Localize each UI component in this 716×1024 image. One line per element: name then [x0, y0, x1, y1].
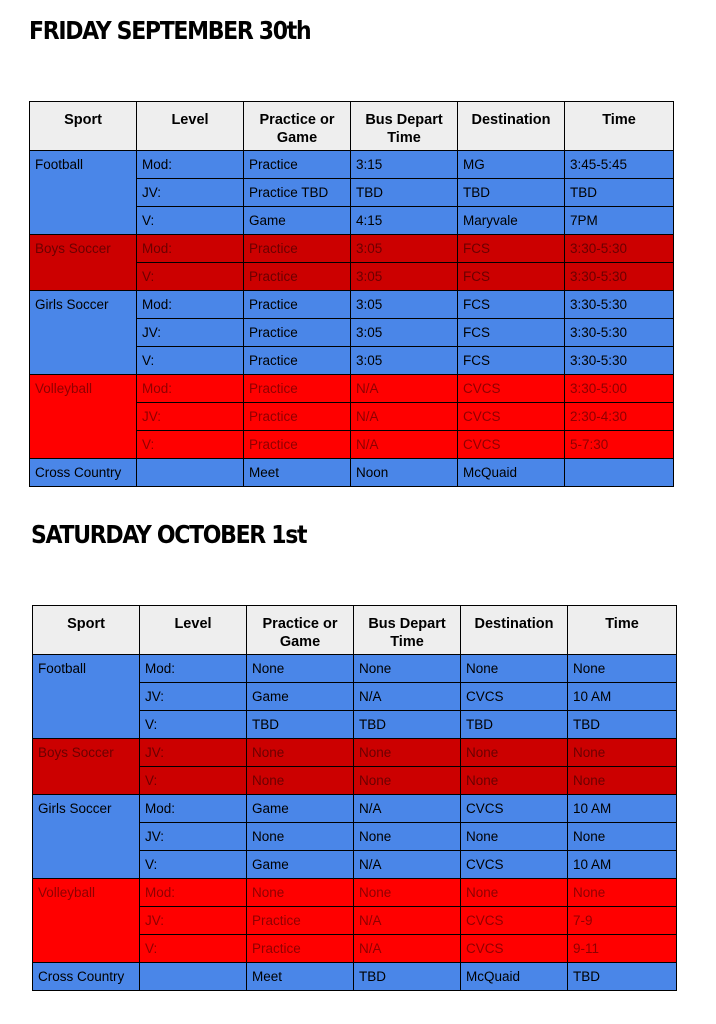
table-row	[30, 291, 674, 319]
table-row	[33, 795, 677, 823]
level-cell: Mod:	[137, 375, 244, 403]
destination-cell: CVCS	[461, 851, 568, 879]
table-row	[33, 963, 677, 991]
type-cell: None	[247, 879, 354, 907]
depart-cell: 3:05	[351, 291, 458, 319]
depart-cell: None	[354, 823, 461, 851]
column-header: Practice or Game	[244, 102, 351, 151]
destination-cell: FCS	[458, 347, 565, 375]
depart-cell: Noon	[351, 459, 458, 487]
destination-cell: TBD	[458, 179, 565, 207]
destination-cell: McQuaid	[458, 459, 565, 487]
level-cell: Mod:	[140, 795, 247, 823]
destination-cell: MG	[458, 151, 565, 179]
level-cell	[137, 459, 244, 487]
sport-cell: Girls Soccer	[33, 795, 140, 879]
destination-cell: None	[461, 767, 568, 795]
type-cell: None	[247, 767, 354, 795]
level-cell: JV:	[140, 739, 247, 767]
column-header: Bus Depart Time	[354, 606, 461, 655]
type-cell: Game	[244, 207, 351, 235]
time-cell: 3:30-5:30	[565, 291, 674, 319]
time-cell: 3:30-5:30	[565, 319, 674, 347]
destination-cell: CVCS	[461, 907, 568, 935]
level-cell: V:	[140, 767, 247, 795]
column-header: Destination	[461, 606, 568, 655]
depart-cell: TBD	[354, 711, 461, 739]
type-cell: Practice	[244, 291, 351, 319]
time-cell: None	[568, 823, 677, 851]
type-cell: Practice	[244, 235, 351, 263]
type-cell: Practice TBD	[244, 179, 351, 207]
type-cell: None	[247, 823, 354, 851]
destination-cell: None	[461, 823, 568, 851]
time-cell: 3:30-5:00	[565, 375, 674, 403]
destination-cell: None	[461, 879, 568, 907]
destination-cell: None	[461, 655, 568, 683]
column-header: Destination	[458, 102, 565, 151]
type-cell: Practice	[244, 319, 351, 347]
level-cell: JV:	[137, 179, 244, 207]
time-cell: 10 AM	[568, 683, 677, 711]
time-cell: TBD	[568, 963, 677, 991]
depart-cell: N/A	[354, 795, 461, 823]
type-cell: Practice	[247, 907, 354, 935]
column-header: Practice or Game	[247, 606, 354, 655]
time-cell: TBD	[568, 711, 677, 739]
depart-cell: N/A	[354, 683, 461, 711]
time-cell: 7PM	[565, 207, 674, 235]
type-cell: Meet	[244, 459, 351, 487]
destination-cell: FCS	[458, 291, 565, 319]
level-cell: JV:	[140, 683, 247, 711]
destination-cell: CVCS	[458, 431, 565, 459]
destination-cell: FCS	[458, 235, 565, 263]
sport-cell: Football	[30, 151, 137, 235]
header-row	[30, 102, 674, 151]
type-cell: Practice	[244, 263, 351, 291]
table-row	[33, 879, 677, 907]
level-cell: JV:	[137, 319, 244, 347]
header-row	[33, 606, 677, 655]
table-row	[30, 235, 674, 263]
depart-cell: N/A	[354, 935, 461, 963]
destination-cell: McQuaid	[461, 963, 568, 991]
level-cell: JV:	[137, 403, 244, 431]
sport-cell: Cross Country	[33, 963, 140, 991]
column-header: Sport	[33, 606, 140, 655]
destination-cell: FCS	[458, 319, 565, 347]
table-row	[30, 375, 674, 403]
table-row	[30, 459, 674, 487]
sport-cell: Football	[33, 655, 140, 739]
depart-cell: N/A	[351, 431, 458, 459]
depart-cell: TBD	[354, 963, 461, 991]
time-cell: 3:30-5:30	[565, 263, 674, 291]
sport-cell: Boys Soccer	[30, 235, 137, 291]
destination-cell: CVCS	[461, 935, 568, 963]
saturday-title: SATURDAY OCTOBER 1st	[31, 520, 307, 549]
time-cell: None	[568, 879, 677, 907]
time-cell: 3:30-5:30	[565, 347, 674, 375]
time-cell: None	[568, 767, 677, 795]
table-row	[30, 151, 674, 179]
depart-cell: 3:05	[351, 263, 458, 291]
column-header: Level	[137, 102, 244, 151]
destination-cell: FCS	[458, 263, 565, 291]
depart-cell: 4:15	[351, 207, 458, 235]
depart-cell: 3:15	[351, 151, 458, 179]
time-cell: None	[568, 655, 677, 683]
time-cell	[565, 459, 674, 487]
level-cell: V:	[137, 431, 244, 459]
destination-cell: Maryvale	[458, 207, 565, 235]
depart-cell: N/A	[354, 907, 461, 935]
level-cell: V:	[140, 711, 247, 739]
depart-cell: None	[354, 655, 461, 683]
table-row	[33, 655, 677, 683]
level-cell: JV:	[140, 823, 247, 851]
type-cell: Practice	[244, 431, 351, 459]
sport-cell: Boys Soccer	[33, 739, 140, 795]
type-cell: None	[247, 655, 354, 683]
depart-cell: 3:05	[351, 235, 458, 263]
time-cell: 3:30-5:30	[565, 235, 674, 263]
depart-cell: 3:05	[351, 347, 458, 375]
depart-cell: None	[354, 739, 461, 767]
column-header: Time	[565, 102, 674, 151]
type-cell: TBD	[247, 711, 354, 739]
destination-cell: CVCS	[458, 403, 565, 431]
depart-cell: None	[354, 879, 461, 907]
level-cell: Mod:	[137, 151, 244, 179]
level-cell: Mod:	[140, 879, 247, 907]
column-header: Level	[140, 606, 247, 655]
destination-cell: None	[461, 739, 568, 767]
friday-schedule-table	[29, 101, 674, 487]
type-cell: Practice	[244, 347, 351, 375]
type-cell: Game	[247, 683, 354, 711]
time-cell: None	[568, 739, 677, 767]
type-cell: Practice	[247, 935, 354, 963]
time-cell: 9-11	[568, 935, 677, 963]
time-cell: 5-7:30	[565, 431, 674, 459]
sport-cell: Cross Country	[30, 459, 137, 487]
depart-cell: N/A	[351, 375, 458, 403]
depart-cell: None	[354, 767, 461, 795]
level-cell: Mod:	[140, 655, 247, 683]
destination-cell: CVCS	[458, 375, 565, 403]
level-cell: Mod:	[137, 235, 244, 263]
column-header: Sport	[30, 102, 137, 151]
type-cell: Practice	[244, 375, 351, 403]
time-cell: 3:45-5:45	[565, 151, 674, 179]
type-cell: Practice	[244, 403, 351, 431]
column-header: Bus Depart Time	[351, 102, 458, 151]
level-cell: V:	[137, 263, 244, 291]
level-cell: V:	[140, 935, 247, 963]
level-cell	[140, 963, 247, 991]
sport-cell: Volleyball	[30, 375, 137, 459]
type-cell: Practice	[244, 151, 351, 179]
sport-cell: Volleyball	[33, 879, 140, 963]
time-cell: TBD	[565, 179, 674, 207]
level-cell: Mod:	[137, 291, 244, 319]
table-row	[33, 739, 677, 767]
type-cell: Game	[247, 851, 354, 879]
level-cell: JV:	[140, 907, 247, 935]
sport-cell: Girls Soccer	[30, 291, 137, 375]
depart-cell: TBD	[351, 179, 458, 207]
destination-cell: TBD	[461, 711, 568, 739]
level-cell: V:	[137, 347, 244, 375]
destination-cell: CVCS	[461, 683, 568, 711]
level-cell: V:	[137, 207, 244, 235]
depart-cell: 3:05	[351, 319, 458, 347]
time-cell: 10 AM	[568, 795, 677, 823]
time-cell: 2:30-4:30	[565, 403, 674, 431]
column-header: Time	[568, 606, 677, 655]
type-cell: Game	[247, 795, 354, 823]
destination-cell: CVCS	[461, 795, 568, 823]
friday-title: FRIDAY SEPTEMBER 30th	[29, 16, 311, 45]
type-cell: None	[247, 739, 354, 767]
depart-cell: N/A	[354, 851, 461, 879]
saturday-schedule-table	[32, 605, 677, 991]
level-cell: V:	[140, 851, 247, 879]
time-cell: 10 AM	[568, 851, 677, 879]
type-cell: Meet	[247, 963, 354, 991]
time-cell: 7-9	[568, 907, 677, 935]
depart-cell: N/A	[351, 403, 458, 431]
